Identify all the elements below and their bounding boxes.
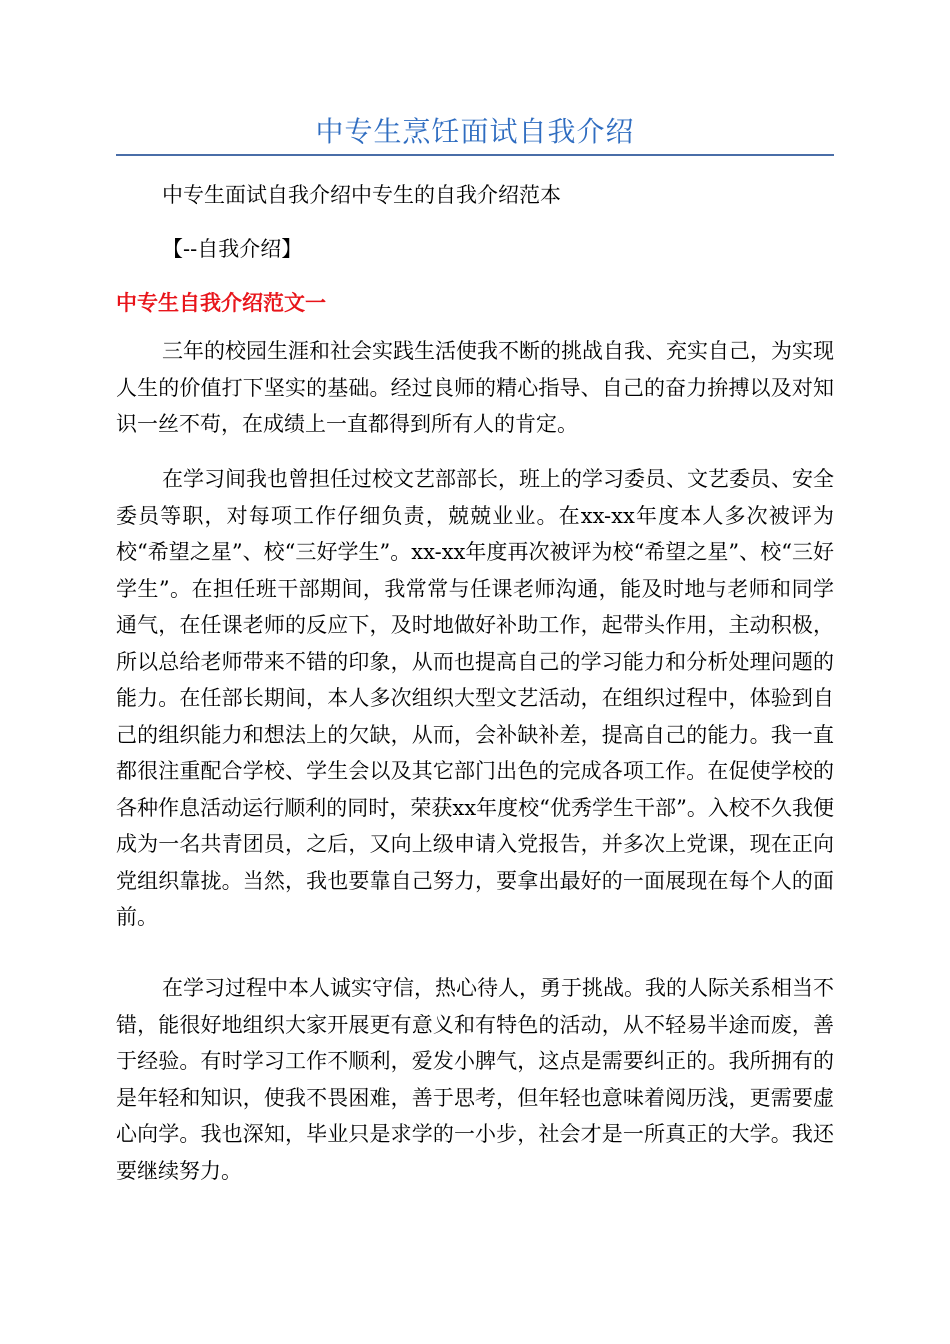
section-heading: 中专生自我介绍范文一 (116, 291, 326, 315)
subtitle-line: 中专生面试自我介绍中专生的自我介绍范本 (162, 183, 561, 207)
body-paragraph-1: 三年的校园生涯和社会实践生活使我不断的挑战自我、充实自己，为实现人生的价值打下坚实的基础。经过良师的精心指导、自己的奋力拚搏以及对知识一丝不苟，在成绩上一直都得到所有人的肯定。 (116, 339, 834, 436)
document-title: 中专生烹饪面试自我介绍 (315, 115, 635, 148)
title-underline (116, 154, 834, 156)
body-paragraph-2: 在学习间我也曾担任过校文艺部部长，班上的学习委员、文艺委员、安全委员等职，对每项工作仔细负责，兢兢业业。在xx-xx年度本人多次被评为校“希望之星”、校“三好学生”。xx-xx年度再次被评为校“希望之星”、校“三好学生”。在担任班干部期间，我常常与任课老师沟通，能及时地与老师和同学通气，在任课老师的反应下，及时地做好补助工作，起带头作用，主动积极，所以总给老师带来不错的印象，从而也提高自己的学习能力和分析处理问题的能力。在任部长期间，本人多次组织大型文艺活动，在组织过程中，体验到自己的组织能力和想法上的欠缺，从而，会补缺补差，提高自己的能力。我一直都很注重配合学校、学生会以及其它部门出色的完成各项工作。在促使学校的各种作息活动运行顺利的同时，荣获xx年度校“优秀学生干部”。入校不久我便成为一名共青团员，之后，又向上级申请入党报告，并多次上党课，现在正向党组织靠拢。当然，我也要靠自己努力，要拿出最好的一面展现在每个人的面前。 (116, 467, 834, 929)
category-tag-line: 【--自我介绍】 (162, 237, 303, 261)
body-paragraph-3: 在学习过程中本人诚实守信，热心待人，勇于挑战。我的人际关系相当不错，能很好地组织大家开展更有意义和有特色的活动，从不轻易半途而废，善于经验。有时学习工作不顺利，爱发小脾气，这点是需要纠正的。我所拥有的是年轻和知识，使我不畏困难，善于思考，但年轻也意味着阅历浅，更需要虚心向学。我也深知，毕业只是求学的一小步，社会才是一所真正的大学。我还要继续努力。 (116, 976, 834, 1183)
